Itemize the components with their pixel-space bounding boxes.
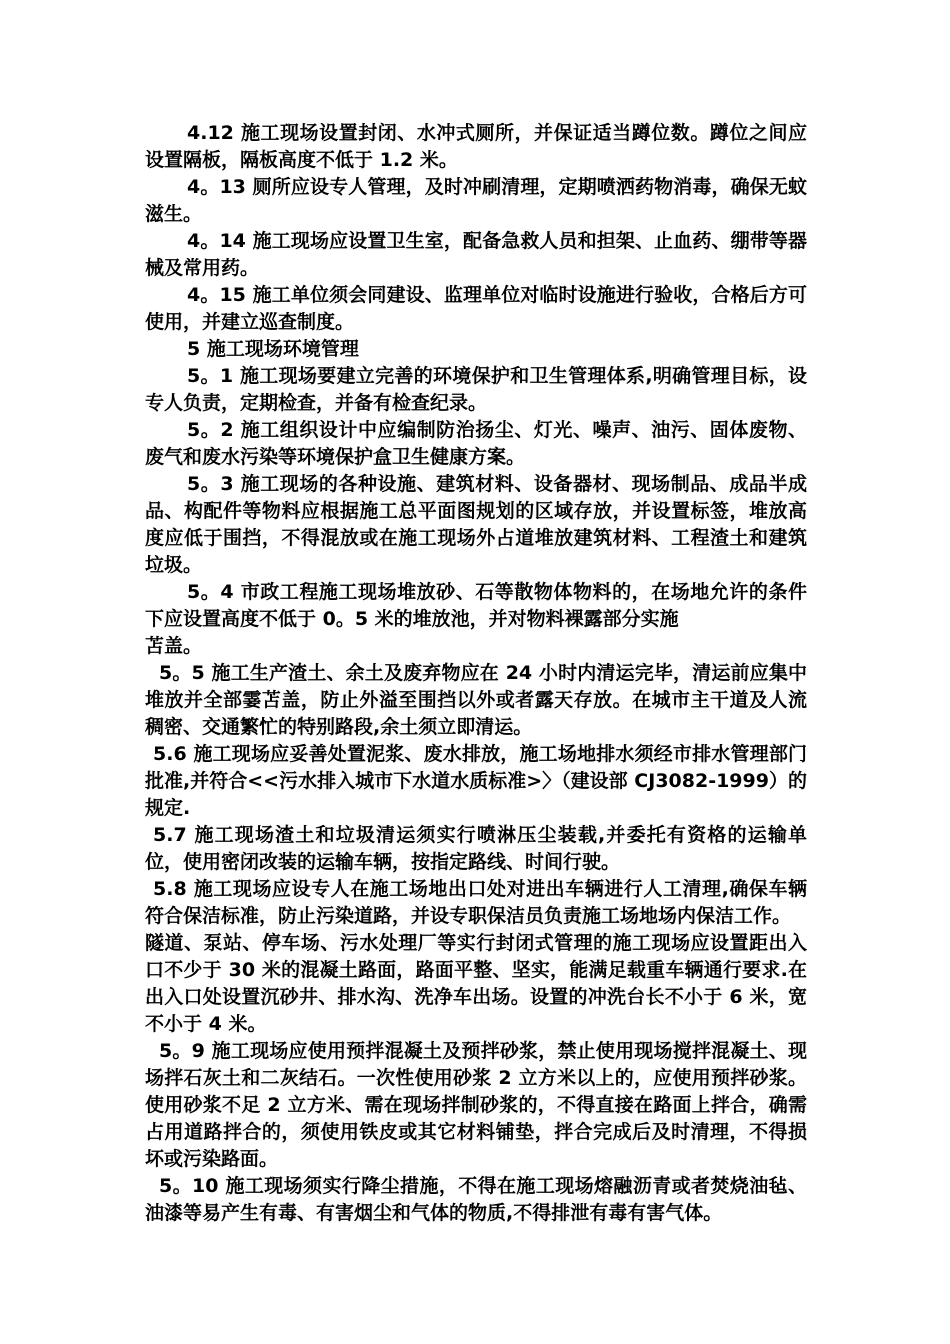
paragraph-5-5: 5。5 施工生产渣土、余土及废弃物应在 24 小时内清运完毕，清运前应集中堆放并全部霎苫盖，防止外溢至围挡以外或者露天存放。在城市主干道及人流稠密、交通繁忙的特别路段,余土须立即清运。	[145, 662, 807, 738]
document-body	[145, 120, 807, 1227]
paragraph-4-12: 4.12 施工现场设置封闭、水冲式厕所，并保证适当蹲位数。蹲位之间应设置隔板，隔板高度不低于 1.2 米。	[145, 122, 807, 171]
paragraph-4-15: 4。15 施工单位须会同建设、监理单位对临时设施进行验收，合格后方可使用，并建立巡查制度。	[145, 284, 807, 333]
paragraph-4-14: 4。14 施工现场应设置卫生室，配备急救人员和担架、止血药、绷带等器械及常用药。	[145, 230, 807, 279]
section-heading-5: 5 施工现场环境管理	[187, 338, 359, 360]
paragraph-5-4-continuation: 苫盖。	[145, 635, 203, 657]
paragraph-5-9: 5。9 施工现场应使用预拌混凝土及预拌砂浆，禁止使用现场搅拌混凝土、现场拌石灰土和二灰结石。一次性使用砂浆 2 立方米以上的，应使用预拌砂浆。使用砂浆不足 2 立方米、需在现场拌制砂浆的，不得直接在路面上拌合，确需占用道路拌合的，须使用铁皮或其它材料铺垫，拌合完成后及时清理，不得损坏或污染路面。	[145, 1040, 807, 1170]
paragraph-5-4: 5。4 市政工程施工现场堆放砂、石等散物体物料的，在场地允许的条件下应设置高度不低于 0。5 米的堆放池，并对物料裸露部分实施	[145, 581, 807, 630]
paragraph-5-2: 5。2 施工组织设计中应编制防治扬尘、灯光、噪声、油污、固体废物、废气和废水污染等环境保护盒卫生健康方案。	[145, 419, 807, 468]
paragraph-4-13: 4。13 厕所应设专人管理，及时冲刷清理，定期喷洒药物消毒，确保无蚊滋生。	[145, 176, 807, 225]
paragraph-5-8: 5.8 施工现场应设专人在施工场地出口处对进出车辆进行人工清理,确保车辆符合保洁标准，防止污染道路，并设专职保洁员负责施工场地场内保洁工作。	[145, 878, 807, 927]
paragraph-5-7: 5.7 施工现场渣土和垃圾清运须实行喷淋压尘装载,并委托有资格的运输单位，使用密闭改装的运输车辆，按指定路线、时间行驶。	[145, 824, 807, 873]
paragraph-5-3: 5。3 施工现场的各种设施、建筑材料、设备器材、现场制品、成品半成品、构配件等物料应根据施工总平面图规划的区域存放，并设置标签，堆放高度应低于围挡，不得混放或在施工现场外占道堆放建筑材料、工程渣土和建筑垃圾。	[145, 473, 807, 576]
paragraph-tunnel-entrance: 隧道、泵站、停车场、污水处理厂等实行封闭式管理的施工现场应设置距出入口不少于 30 米的混凝土路面，路面平整、坚实，能满足载重车辆通行要求.在出入口处设置沉砂井、排水沟、洗净车出场。设置的冲洗台长不小于 6 米，宽不小于 4 米。	[145, 932, 807, 1035]
paragraph-5-10: 5。10 施工现场须实行降尘措施，不得在施工现场熔融沥青或者焚烧油毡、油漆等易产生有毒、有害烟尘和气体的物质,不得排泄有毒有害气体。	[145, 1175, 807, 1224]
paragraph-5-1: 5。1 施工现场要建立完善的环境保护和卫生管理体系,明确管理目标，设专人负责，定期检查，并备有检查纪录。	[145, 365, 807, 414]
paragraph-5-6: 5.6 施工现场应妥善处置泥浆、废水排放，施工场地排水须经市排水管理部门批准,并符合<<污水排入城市下水道水质标准>〉（建设部 CJ3082-1999）的规定.	[145, 743, 807, 819]
